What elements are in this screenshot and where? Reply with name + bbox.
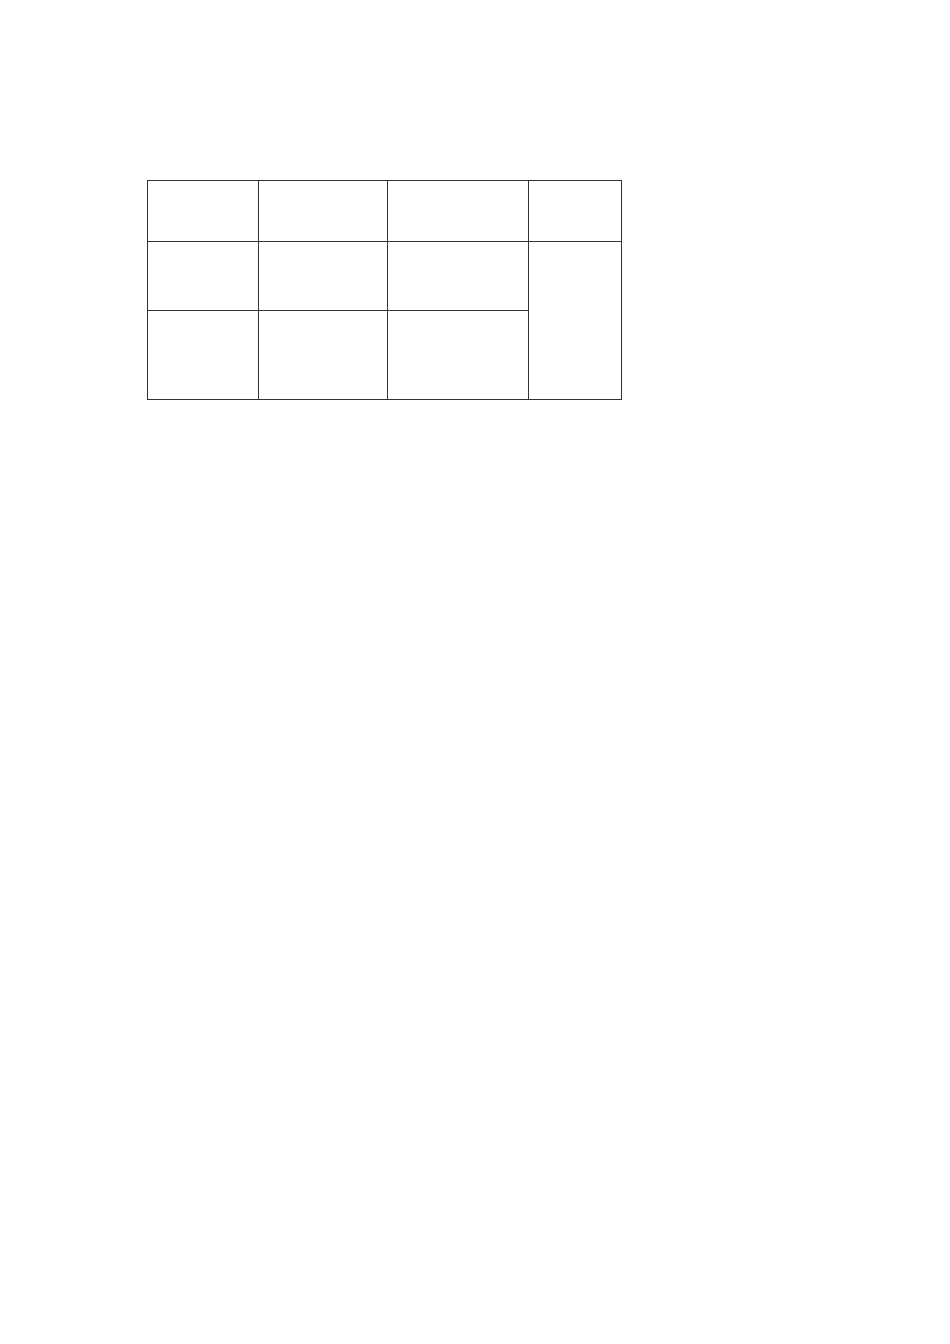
conclusion-cell [529, 242, 622, 400]
table-row [148, 242, 622, 311]
table-cell [148, 311, 259, 400]
table-cell [259, 242, 388, 311]
table-header-cell [529, 181, 622, 242]
table-header-cell [148, 181, 259, 242]
table-cell [148, 242, 259, 311]
table-header-cell [388, 181, 529, 242]
table-header-cell [259, 181, 388, 242]
table-header-row [148, 181, 622, 242]
table-cell [388, 242, 529, 311]
table-cell [259, 311, 388, 400]
document-body [145, 124, 815, 418]
table-cell [388, 311, 529, 400]
phage-experiment-table [147, 180, 622, 400]
